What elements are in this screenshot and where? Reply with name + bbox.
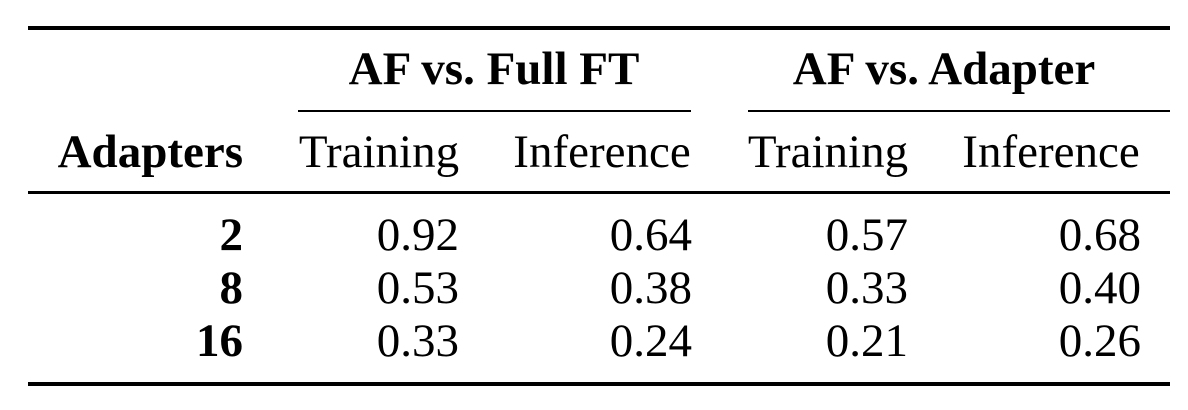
table-cell: 0.68 xyxy=(1058,209,1141,261)
table-cell: 0.21 xyxy=(825,315,908,367)
table-cell: 0.57 xyxy=(825,209,908,261)
table-cell: 0.53 xyxy=(376,262,459,314)
table-cell: 0.64 xyxy=(609,209,692,261)
group-rule-adapter xyxy=(748,110,1170,112)
column-header-inference-full-ft: Inference xyxy=(513,126,691,178)
table-top-rule xyxy=(28,26,1170,30)
column-header-inference-adapter: Inference xyxy=(962,126,1140,178)
row-label-adapters: 16 xyxy=(196,315,243,367)
group-header-af-vs-full-ft: AF vs. Full FT xyxy=(348,43,640,95)
table-cell: 0.24 xyxy=(609,315,692,367)
column-header-training-full-ft: Training xyxy=(298,126,460,178)
column-header-adapters: Adapters xyxy=(57,126,243,178)
row-label-adapters: 2 xyxy=(219,209,243,261)
table-bottom-rule xyxy=(28,382,1170,386)
table-cell: 0.40 xyxy=(1058,262,1141,314)
table-cell: 0.26 xyxy=(1058,315,1141,367)
table-cell: 0.92 xyxy=(376,209,459,261)
column-header-training-adapter: Training xyxy=(747,126,909,178)
table-cell: 0.38 xyxy=(609,262,692,314)
table-cell: 0.33 xyxy=(376,315,459,367)
table-mid-rule xyxy=(28,191,1170,194)
group-header-af-vs-adapter: AF vs. Adapter xyxy=(792,43,1096,95)
group-rule-full-ft xyxy=(298,110,691,112)
table-cell: 0.33 xyxy=(825,262,908,314)
row-label-adapters: 8 xyxy=(219,262,243,314)
